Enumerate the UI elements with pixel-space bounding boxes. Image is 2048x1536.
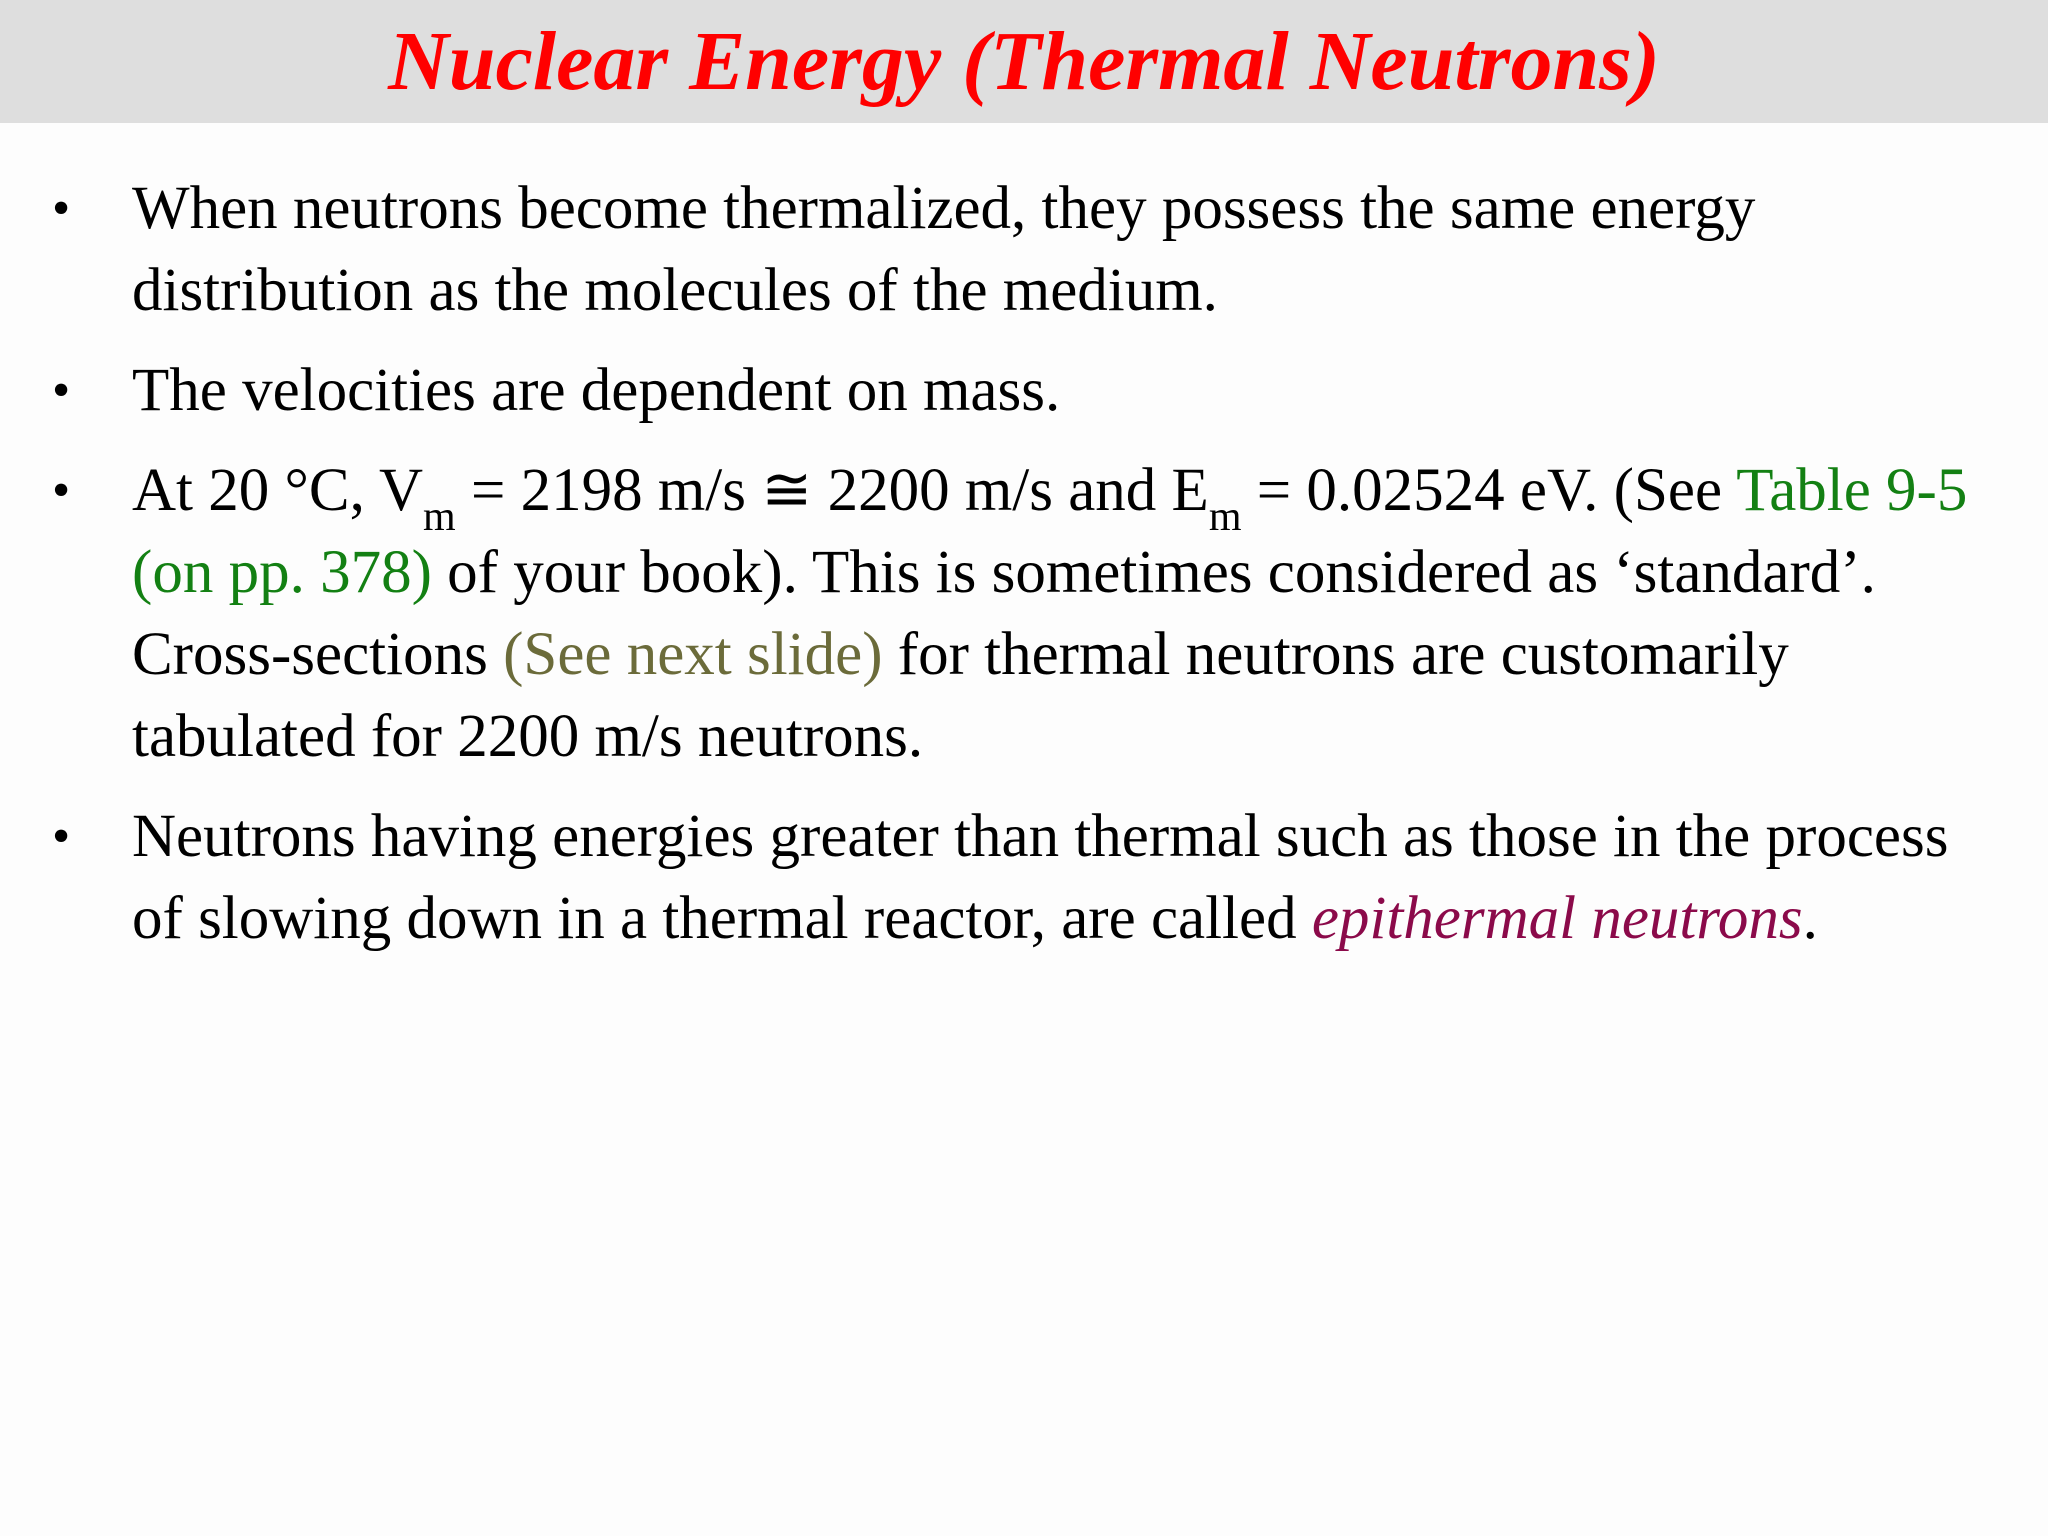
table-reference-link[interactable]: Table 9-5 (on pp. 378) — [132, 457, 1968, 606]
next-slide-link[interactable]: (See next slide) — [503, 621, 883, 688]
bullet-list — [0, 168, 2048, 978]
bullet-text-part: At 20 °C, V — [132, 457, 424, 524]
bullet-marker: • — [52, 362, 71, 419]
bullet-item-velocities — [0, 350, 1992, 432]
bullet-item-epithermal — [0, 796, 1992, 960]
bullet-text-part: = 2198 m/s ≅ 2200 m/s and E — [455, 457, 1209, 524]
bullet-item-thermalized — [0, 168, 1992, 332]
epithermal-term: epithermal neutrons — [1311, 885, 1803, 952]
bullet-marker: • — [52, 462, 71, 519]
bullet-text: The velocities are dependent on mass. — [132, 357, 1061, 424]
bullet-item-standard-values — [0, 450, 2012, 778]
bullet-text: When neutrons become thermalized, they possess the same energy distribution as the molecules of the medium. — [132, 175, 1756, 324]
bullet-text-part: of your book). This is sometimes considered as ‘standard’. Cross-sections — [132, 539, 1876, 688]
bullet-marker: • — [52, 180, 71, 237]
bullet-text-part: . — [1802, 885, 1818, 952]
bullet-text-part: = 0.02524 eV. (See — [1241, 457, 1737, 524]
bullet-text-part: Neutrons having energies greater than thermal such as those in the process of slowing down in a thermal reactor, are called — [132, 803, 1949, 952]
subscript-m: m — [423, 494, 456, 540]
bullet-marker: • — [52, 808, 71, 865]
bullet-text-part: for thermal neutrons are customarily tabulated for 2200 m/s neutrons. — [132, 621, 1789, 770]
subscript-m: m — [1208, 494, 1242, 540]
slide-title: Nuclear Energy (Thermal Neutrons) — [388, 15, 1660, 108]
